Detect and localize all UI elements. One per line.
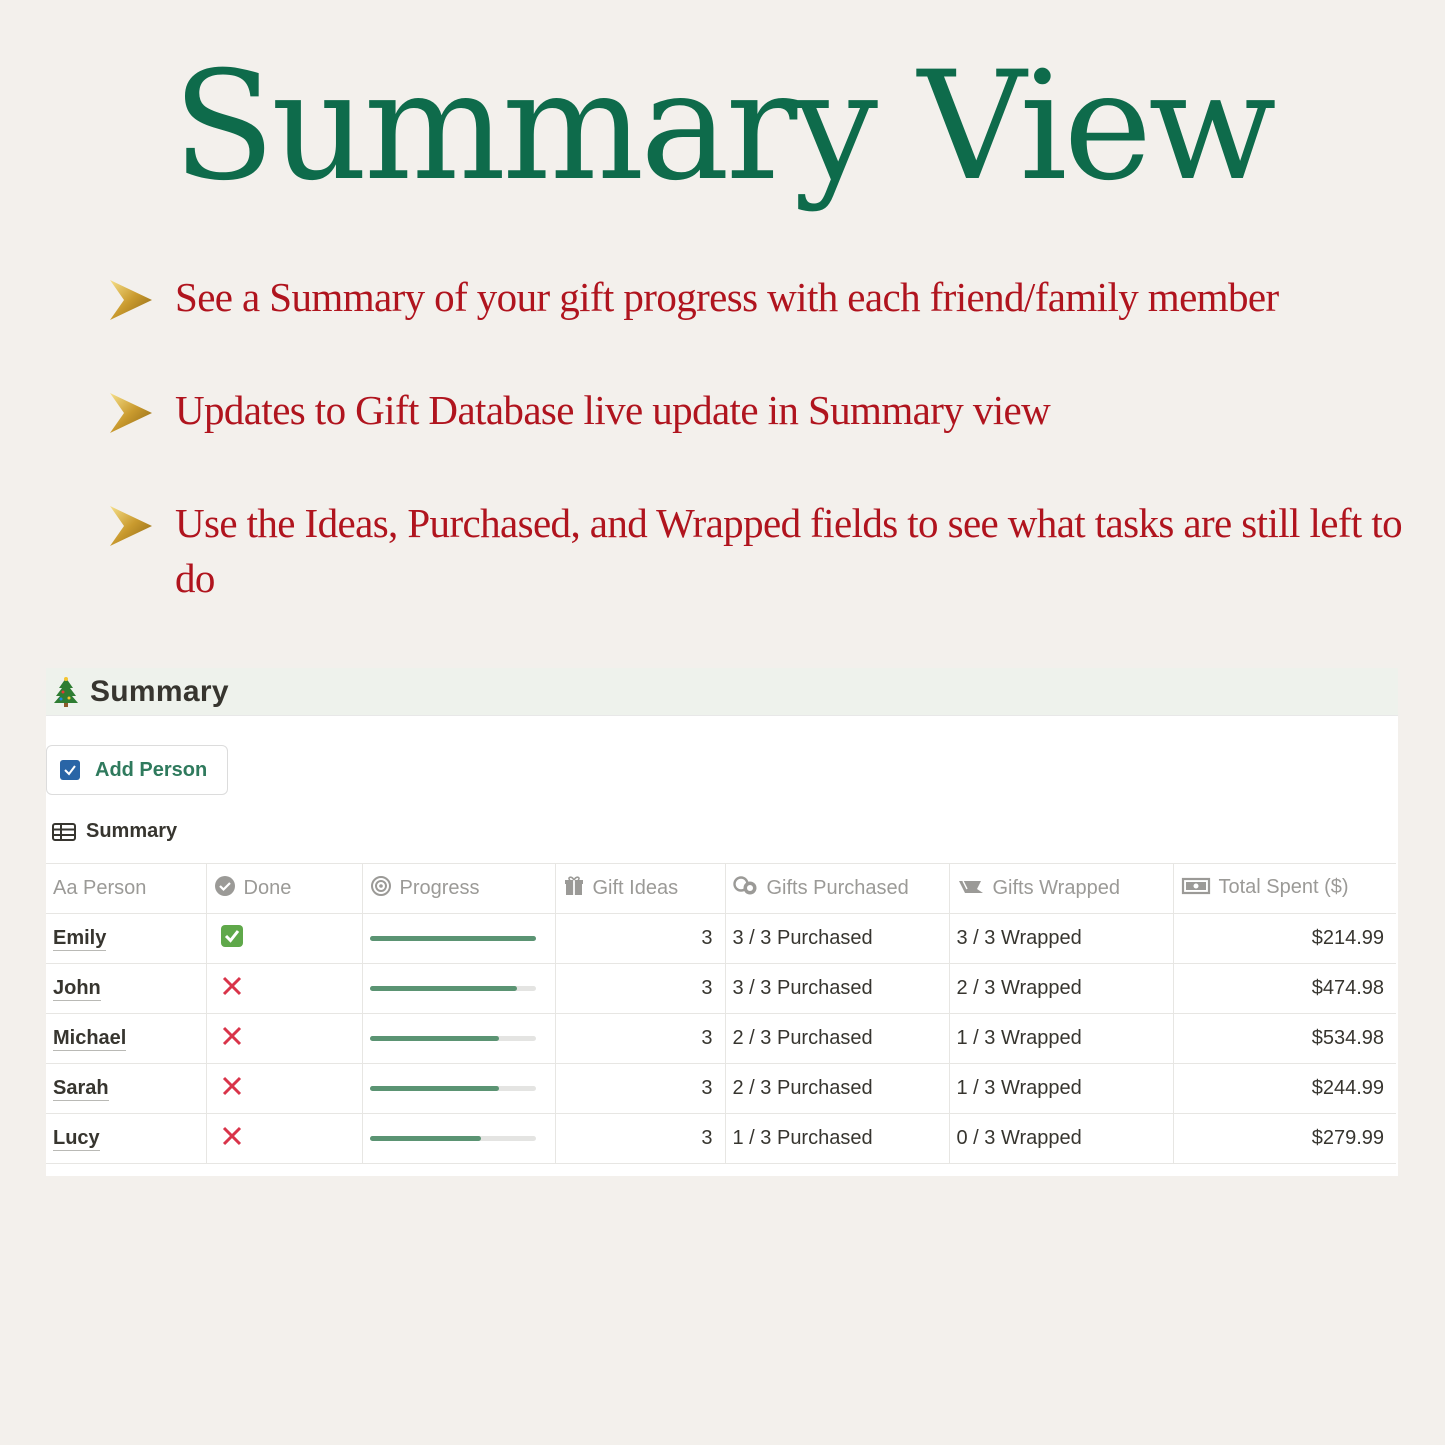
person-cell[interactable] [46,964,206,1014]
arrow-bullet-icon [108,504,154,548]
gift-ideas-cell[interactable]: 3 [555,914,725,964]
total-spent-cell[interactable]: $244.99 [1173,1064,1396,1114]
progress-bar [370,936,536,941]
checkbox-icon [60,760,80,780]
progress-bar-fill [370,1086,499,1091]
feature-item [108,270,1408,325]
person-name[interactable]: Lucy [53,1127,100,1149]
progress-cell [362,914,555,964]
progress-cell [362,1114,555,1164]
arrow-bullet-icon [108,278,154,322]
total-spent-cell[interactable]: $474.98 [1173,964,1396,1014]
check-circle-icon [214,875,236,903]
feature-text: See a Summary of your gift progress with each friend/family member [175,274,1279,320]
summary-panel [46,668,1398,1176]
feature-item [108,383,1408,438]
x-mark-icon [221,1080,243,1102]
done-cell[interactable] [206,1064,362,1114]
progress-bar [370,1036,536,1041]
column-header-gifts-wrapped[interactable]: Gifts Wrapped [949,864,1173,914]
person-name[interactable]: John [53,977,101,999]
done-cell[interactable] [206,964,362,1014]
progress-cell [362,1064,555,1114]
gifts-purchased-cell[interactable]: 1 / 3 Purchased [725,1114,949,1164]
gift-wrap-icon [957,875,985,903]
person-cell[interactable] [46,1064,206,1114]
table-row[interactable] [46,914,1396,964]
table-row[interactable] [46,964,1396,1014]
checkmark-icon [221,930,243,952]
total-spent-cell[interactable]: $534.98 [1173,1014,1396,1064]
column-header-gift-ideas[interactable]: Gift Ideas [555,864,725,914]
person-cell[interactable] [46,1114,206,1164]
person-cell[interactable] [46,914,206,964]
panel-title: Summary [90,674,229,708]
done-cell[interactable] [206,1114,362,1164]
total-spent-cell[interactable]: $214.99 [1173,914,1396,964]
target-icon [370,875,392,903]
gift-ideas-cell[interactable]: 3 [555,1114,725,1164]
feature-text: Use the Ideas, Purchased, and Wrapped fields to see what tasks are still left to do [175,500,1403,601]
gift-ideas-cell[interactable]: 3 [555,1014,725,1064]
column-header-person[interactable]: Aa Person [46,864,206,914]
total-spent-cell[interactable]: $279.99 [1173,1114,1396,1164]
gift-icon [563,875,585,903]
table-header-row [46,864,1396,914]
feature-item [108,496,1408,606]
arrow-bullet-icon [108,391,154,435]
progress-bar-fill [370,1136,481,1141]
gift-ideas-cell[interactable]: 3 [555,964,725,1014]
progress-bar [370,1086,536,1091]
feature-text: Updates to Gift Database live update in Summary view [175,387,1051,433]
person-name[interactable]: Sarah [53,1077,109,1099]
gifts-purchased-cell[interactable]: 2 / 3 Purchased [725,1064,949,1114]
add-person-button[interactable] [46,745,228,795]
column-header-done[interactable]: Done [206,864,362,914]
feature-list [108,270,1408,664]
table-row[interactable] [46,1114,1396,1164]
coins-icon [733,875,759,903]
person-name[interactable]: Emily [53,927,107,949]
progress-cell [362,964,555,1014]
progress-bar-fill [370,1036,499,1041]
table-row[interactable] [46,1064,1396,1114]
column-header-total-spent[interactable]: Total Spent ($) [1173,864,1396,914]
column-header-progress[interactable]: Progress [362,864,555,914]
page-title: Summary View [172,40,1273,214]
progress-bar [370,986,536,991]
gift-ideas-cell[interactable]: 3 [555,1064,725,1114]
progress-bar-fill [370,986,518,991]
summary-table [46,863,1396,1164]
gifts-purchased-cell[interactable]: 3 / 3 Purchased [725,914,949,964]
christmas-tree-icon [50,676,82,708]
person-name[interactable]: Michael [53,1027,127,1049]
gifts-wrapped-cell[interactable]: 1 / 3 Wrapped [949,1064,1173,1114]
gifts-purchased-cell[interactable]: 3 / 3 Purchased [725,964,949,1014]
view-tab-summary[interactable] [52,820,177,843]
add-person-label: Add Person [95,758,208,781]
x-mark-icon [221,1130,243,1152]
table-icon [52,823,76,841]
panel-header [46,668,1398,716]
gifts-purchased-cell[interactable]: 2 / 3 Purchased [725,1014,949,1064]
view-tab-label: Summary [86,820,178,842]
gifts-wrapped-cell[interactable]: 1 / 3 Wrapped [949,1014,1173,1064]
progress-bar [370,1136,536,1141]
gifts-wrapped-cell[interactable]: 0 / 3 Wrapped [949,1114,1173,1164]
x-mark-icon [221,1030,243,1052]
money-icon [1181,876,1211,902]
done-cell[interactable] [206,1014,362,1064]
done-cell[interactable] [206,914,362,964]
progress-cell [362,1014,555,1064]
x-mark-icon [221,980,243,1002]
progress-bar-fill [370,936,536,941]
gifts-wrapped-cell[interactable]: 2 / 3 Wrapped [949,964,1173,1014]
person-cell[interactable] [46,1014,206,1064]
gifts-wrapped-cell[interactable]: 3 / 3 Wrapped [949,914,1173,964]
table-row[interactable] [46,1014,1396,1064]
column-header-gifts-purchased[interactable]: Gifts Purchased [725,864,949,914]
